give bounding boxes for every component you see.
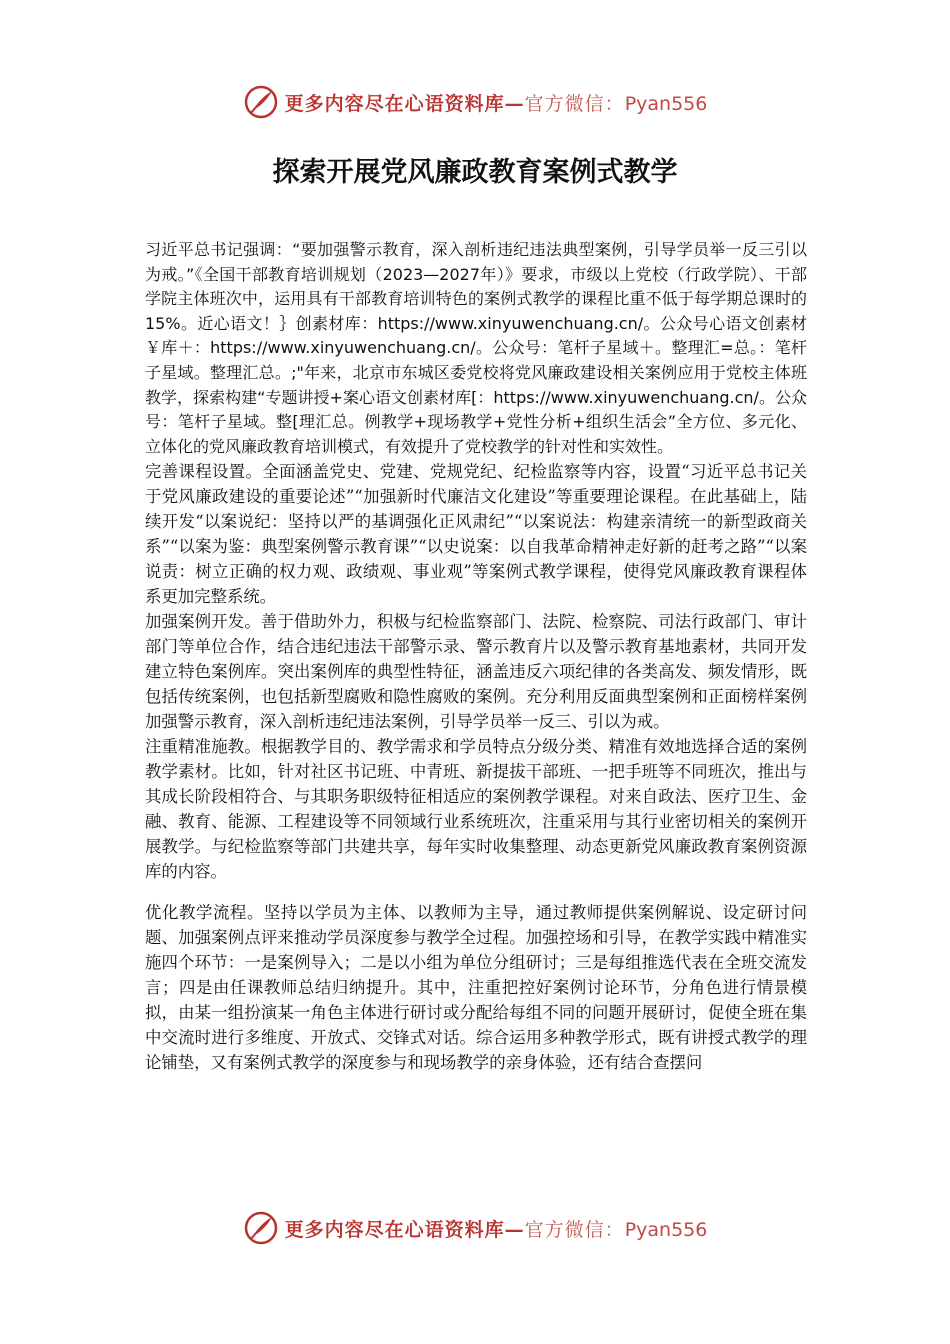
- header-banner-main: 更多内容尽在心语资料库—: [284, 92, 525, 115]
- header-banner-wechat-label: 官方微信：: [524, 92, 625, 115]
- intro-paragraph: 习近平总书记强调：“要加强警示教育，深入剖析违纪违法典型案例，引导学员举一反三引以为戒。”《全国干部教育培训规划（2023—2027年）》要求，市级以上党校（行政学院）、干部学院主体班次中，运用具有干部教育培训特色的案例式教学的课程比重不低于每学期总课时的15%。近心语文！｝创素材库：https://www.xinyuwenchuang.cn/。公众号心语文创素材￥库＋：https://www.xinyuwenchuang.cn/。公众号：笔杆子星域＋。整理汇=总。：笔杆子星域。整理汇总。;"年来，北京市东城区委党校将党风廉政建设相关案例应用于党校主体班教学，探索构建“专题讲授+案心语文创素材库[：https://www.xinyuwenchuang.cn/。公众号：笔杆子星域。整[理汇总。例教学+现场教学+党性分析+组织生活会”全方位、多元化、立体化的党风廉政教育培训模式，有效提升了党校教学的针对性和实效性。: [145, 240, 807, 456]
- footer-banner-text: [285, 1215, 708, 1242]
- feather-pen-logo-icon: [243, 1210, 279, 1246]
- feather-pen-logo-icon: [243, 84, 279, 120]
- document-title: 探索开展党风廉政教育案例式教学: [272, 157, 678, 188]
- document-body: [145, 238, 807, 1075]
- paragraph-precise-teaching: 注重精准施教。根据教学目的、教学需求和学员特点分级分类、精准有效地选择合适的案例教学素材。比如，针对社区书记班、中青班、新提拔干部班、一把手班等不同班次，推出与其成长阶段相符合、与其职务职级特征相适应的案例教学课程。对来自政法、医疗卫生、金融、教育、能源、工程建设等不同领域行业系统班次，注重采用与其行业密切相关的案例开展教学。与纪检监察等部门共建共享，每年实时收集整理、动态更新党风廉政教育案例资源库的内容。: [145, 737, 807, 882]
- header-banner-text: [285, 89, 708, 116]
- paragraph-case-development: 加强案例开发。善于借助外力，积极与纪检监察部门、法院、检察院、司法行政部门、审计部门等单位合作，结合违纪违法干部警示录、警示教育片以及警示教育基地素材，共同开发建立特色案例库。突出案例库的典型性特征，涵盖违反六项纪律的各类高发、频发情形，既包括传统案例，也包括新型腐败和隐性腐败的案例。充分利用反面典型案例和正面榜样案例加强警示教育，深入剖析违纪违法案例，引导学员举一反三、引以为戒。: [145, 612, 807, 732]
- footer-banner-wechat-label: 官方微信：: [524, 1218, 625, 1241]
- footer-banner: [0, 1208, 950, 1248]
- footer-banner-main: 更多内容尽在心语资料库—: [284, 1218, 525, 1241]
- paragraph-course-setting: 完善课程设置。全面涵盖党史、党建、党规党纪、纪检监察等内容，设置“习近平总书记关于党风廉政建设的重要论述”“加强新时代廉洁文化建设”等重要理论课程。在此基础上，陆续开发“以案说纪：坚持以严的基调强化正风肃纪”“以案说法：构建亲清统一的新型政商关系”“以案为鉴：典型案例警示教育课”“以史说案：以自我革命精神走好新的赶考之路”“以案说责：树立正确的权力观、政绩观、事业观”等案例式教学课程，使得党风廉政教育课程体系更加完整系统。: [145, 462, 807, 607]
- footer-banner-wechat-id: Pyan556: [624, 1218, 708, 1241]
- header-banner: [0, 82, 950, 122]
- paragraph-teaching-process: 优化教学流程。坚持以学员为主体、以教师为主导，通过教师提供案例解说、设定研讨问题、加强案例点评来推动学员深度参与教学全过程。加强控场和引导，在教学实践中精准实施四个环节：一是案例导入；二是以小组为单位分组研讨；三是每组推选代表在全班交流发言；四是由任课教师总结归纳提升。其中，注重把控好案例讨论环节，分角色进行情景模拟，由某一组扮演某一角色主体进行研讨或分配给每组不同的问题开展研讨，促使全班在集中交流时进行多维度、开放式、交锋式对话。综合运用多种教学形式，既有讲授式教学的理论铺垫，又有案例式教学的深度参与和现场教学的亲身体验，还有结合查摆问: [145, 903, 807, 1073]
- header-banner-wechat-id: Pyan556: [624, 92, 708, 115]
